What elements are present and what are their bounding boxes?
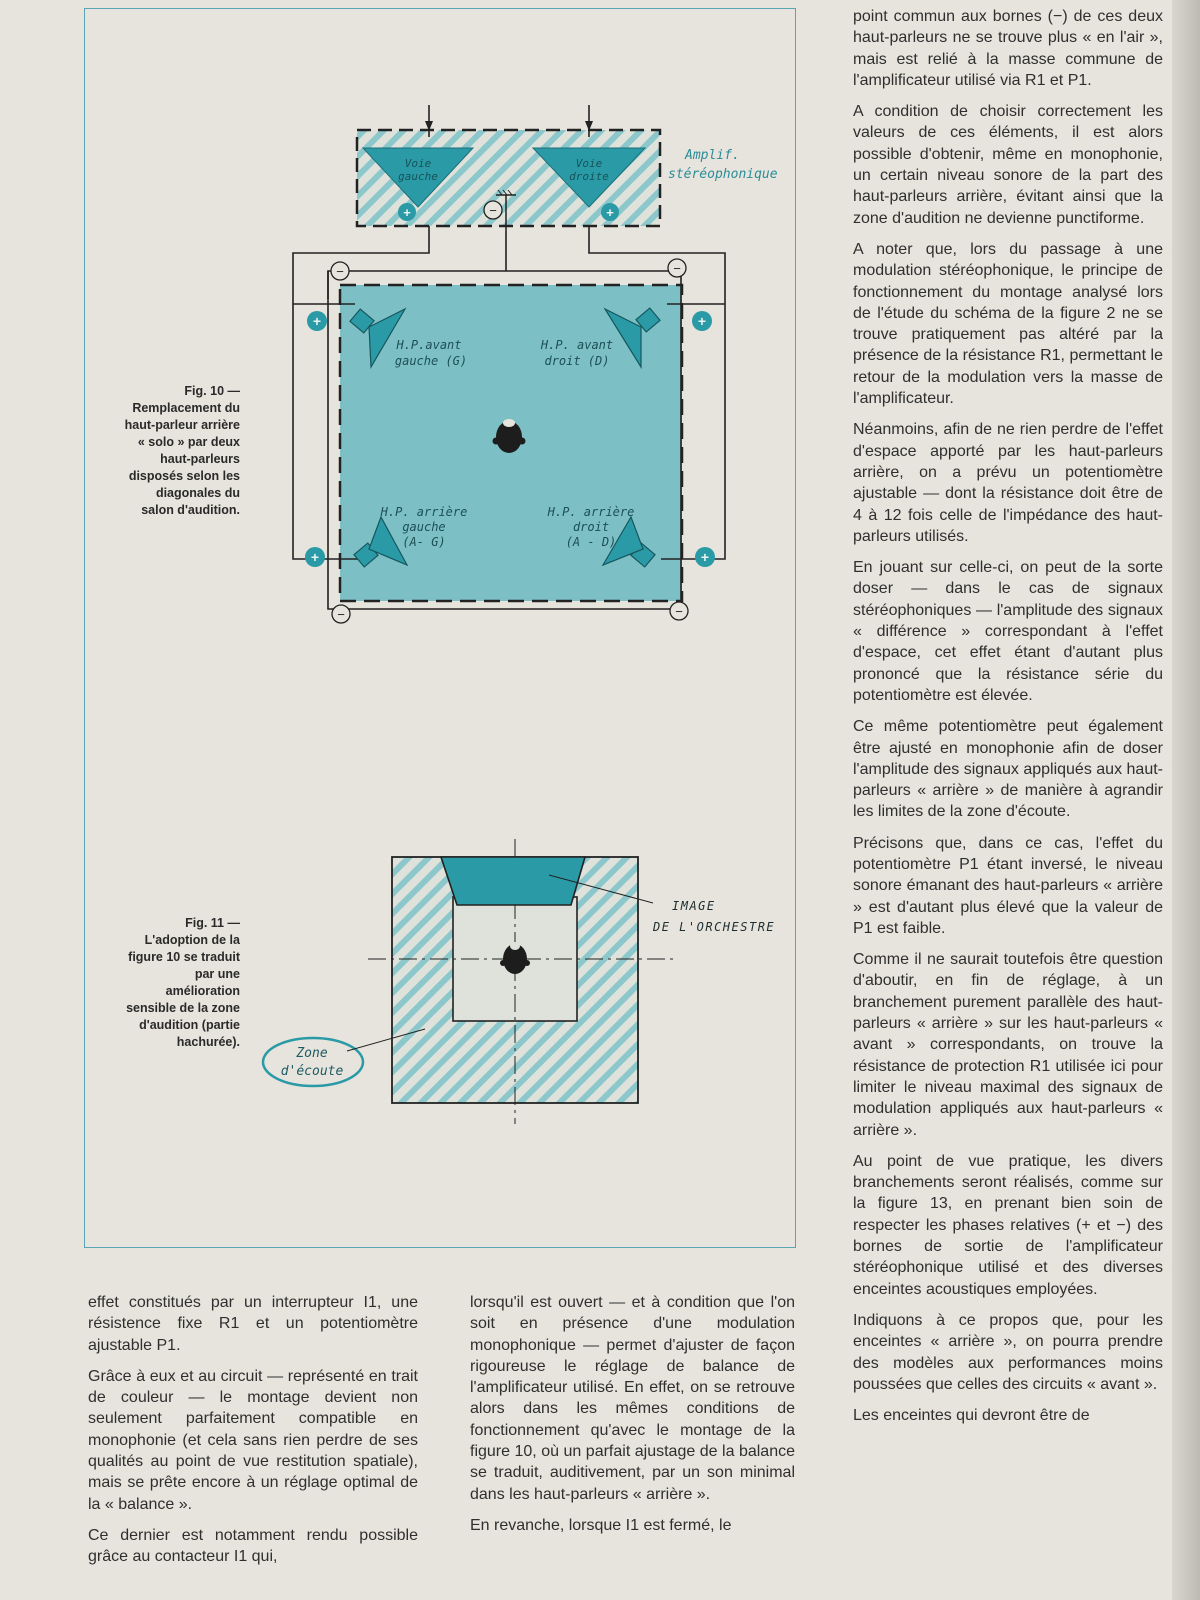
voie-droite-label-2: droite <box>569 170 609 183</box>
paragraph: Grâce à eux et au circuit — représenté en trait de couleur — le montage devient non seulement parfaitement compatible en monophonie (et cela sans rien perdre de ses qualités au point de vue restitution spatiale), mais se prête encore à un réglage optimal de la « balance ». <box>88 1367 418 1513</box>
right-text-column <box>853 6 1163 1436</box>
svg-text:+: + <box>403 205 411 220</box>
caption-line: hachurée). <box>176 1035 240 1049</box>
svg-text:−: − <box>337 607 345 622</box>
caption-title: Fig. 11 — <box>185 916 240 930</box>
figure-11 <box>263 839 775 1124</box>
caption-line: disposés selon les <box>128 469 240 483</box>
hp-arriere-gauche-label-3: (A- G) <box>402 535 446 549</box>
paragraph: En jouant sur celle-ci, on peut de la sorte doser — dans le cas de signaux stéréophoniques — l'amplitude des signaux « différence » correspondant à l'effet d'espace, cet effet étant d'autant plus prononcé que la résistance série du potentiomètre est élevée. <box>853 559 1163 704</box>
caption-line: « solo » par deux <box>137 435 240 449</box>
caption-line: haut-parleur arrière <box>124 418 240 432</box>
caption-line: amélioration <box>165 984 240 998</box>
paragraph: Comme il ne saurait toutefois être question d'aboutir, en fin de réglage, à un branchement purement parallèle des haut-parleurs « arrière » sur les haut-parleurs « avant » correspondants, on trouve la résistance de protection R1 utilisée ici pour limiter le niveau maximal des signaux de modulation appliqués aux haut-parleurs « arrière ». <box>853 951 1163 1139</box>
svg-text:−: − <box>336 264 344 279</box>
caption-line: diagonales du <box>155 486 240 500</box>
svg-text:−: − <box>489 203 497 218</box>
caption-line: L'adoption de la <box>144 933 240 947</box>
bottom-middle-text-column <box>470 1292 795 1546</box>
svg-text:−: − <box>675 604 683 619</box>
figure-10 <box>293 105 778 623</box>
paragraph: Ce dernier est notamment rendu possible grâce au contacteur I1 qui, <box>88 1526 418 1566</box>
hp-avant-droit-label-2: droit (D) <box>544 354 610 368</box>
hp-avant-droit-label-1: H.P. avant <box>540 338 614 352</box>
figure-10-caption <box>92 383 240 519</box>
bottom-left-text-column <box>88 1292 418 1578</box>
paragraph: Au point de vue pratique, les divers branchements seront réalisés, comme sur la figure 13, en prenant bien soin de respecter les phases relatives (+ et −) des bornes de sortie de l'amplificateur stéréophonique utilisé et des diverses enceintes acoustiques employées. <box>853 1152 1163 1298</box>
paragraph: effet constitués par un interrupteur I1, une résistence fixe R1 et un potentiomètre ajustable P1. <box>88 1294 418 1354</box>
paragraph: point commun aux bornes (−) de ces deux haut-parleurs ne se trouve plus « en l'air », mais est relié à la masse commune de l'amplificateur utilisé via R1 et P1. <box>853 8 1163 89</box>
caption-line: salon d'audition. <box>141 503 240 517</box>
orchestra-image-shape <box>441 857 585 905</box>
orchestra-label-1: IMAGE <box>672 899 716 913</box>
paragraph: Néanmoins, afin de ne rien perdre de l'effet d'espace apporté par les haut-parleurs arrière, on a prévu un potentiomètre ajustable — dont la résistance doit être de 4 à 12 fois celle de l'impédance des haut-parleurs utilisés. <box>853 421 1163 545</box>
caption-title: Fig. 10 — <box>184 384 240 398</box>
zone-label-2: d'écoute <box>280 1064 344 1079</box>
svg-text:+: + <box>606 205 614 220</box>
paragraph: A noter que, lors du passage à une modulation stéréophonique, le principe de fonctionnement du montage analysé lors de l'étude du schéma de la figure 2 ne se trouve pratiquement pas altéré par la présence de la résistance R1, permettant le retour de la modulation vers la masse de l'amplificateur. <box>853 240 1163 408</box>
page-edge <box>1172 0 1200 1600</box>
caption-line: figure 10 se traduit <box>128 950 240 964</box>
svg-text:−: − <box>673 261 681 276</box>
paragraph: lorsqu'il est ouvert — et à condition que l'on soit en présence d'une modulation monophonique — permet d'ajuster de façon rigoureuse le réglage de balance de l'amplificateur utilisé. En effet, on se retrouve alors dans les mêmes conditions de fonctionnement qu'avec le montage de la figure 10, où un parfait ajustage de la balance se traduit, auditivement, par un son minimal dans les haut-parleurs « arrière ». <box>470 1294 795 1503</box>
hp-arriere-gauche-label-2: gauche <box>402 520 446 534</box>
hp-arriere-droit-label-1: H.P. arrière <box>547 505 635 519</box>
voie-gauche-label-2: gauche <box>398 170 438 183</box>
hp-avant-gauche-label-1: H.P.avant <box>396 338 462 352</box>
caption-line: par une <box>194 967 240 981</box>
amp-label-2: stéréophonique <box>668 167 778 182</box>
paragraph: Précisons que, dans ce cas, l'effet du potentiomètre P1 étant inversé, le niveau sonore émanant des haut-parleurs « arrière » est d'autant plus élevé que la valeur de P1 est faible. <box>853 834 1163 937</box>
paragraph: En revanche, lorsque I1 est fermé, le <box>470 1516 732 1534</box>
caption-line: Remplacement du <box>132 401 240 415</box>
paragraph: A condition de choisir correctement les valeurs de ces éléments, il est alors possible d'obtenir, même en monophonie, un certain niveau sonore de la part des haut-parleurs arrière, évitant ainsi que la zone d'audition ne devienne punctiforme. <box>853 103 1163 227</box>
hp-arriere-droit-label-2: droit <box>572 520 610 534</box>
hp-avant-gauche-label-2: gauche (G) <box>394 354 468 368</box>
figure-11-caption <box>92 915 240 1051</box>
voie-gauche-label-1: Voie <box>404 157 432 170</box>
caption-line: d'audition (partie <box>139 1018 240 1032</box>
amp-label-1: Amplif. <box>685 148 740 163</box>
zone-label-1: Zone <box>296 1046 328 1061</box>
voie-droite-label-1: Voie <box>575 157 603 170</box>
svg-text:+: + <box>697 313 707 329</box>
svg-text:+: + <box>310 549 320 565</box>
hp-arriere-droit-label-3: (A - D) <box>565 535 617 549</box>
caption-line: haut-parleurs <box>160 452 240 466</box>
paragraph: Ce même potentiomètre peut également être ajusté en monophonie afin de doser l'amplitude des signaux appliqués aux haut-parleurs « arrière » de manière à agrandir les limites de la zone d'écoute. <box>853 718 1163 821</box>
figures-svg <box>85 9 797 1249</box>
caption-line: sensible de la zone <box>126 1001 240 1015</box>
figure-frame <box>84 8 796 1248</box>
paragraph: Les enceintes qui devront être de <box>853 1407 1090 1425</box>
svg-text:+: + <box>700 549 710 565</box>
paragraph: Indiquons à ce propos que, pour les enceintes « arrière », on pourra prendre des modèles aux performances moins poussées que celles des circuits « avant ». <box>853 1311 1163 1393</box>
hp-arriere-gauche-label-1: H.P. arrière <box>380 505 468 519</box>
svg-text:+: + <box>312 313 322 329</box>
orchestra-label-2: DE L'ORCHESTRE <box>653 920 776 934</box>
